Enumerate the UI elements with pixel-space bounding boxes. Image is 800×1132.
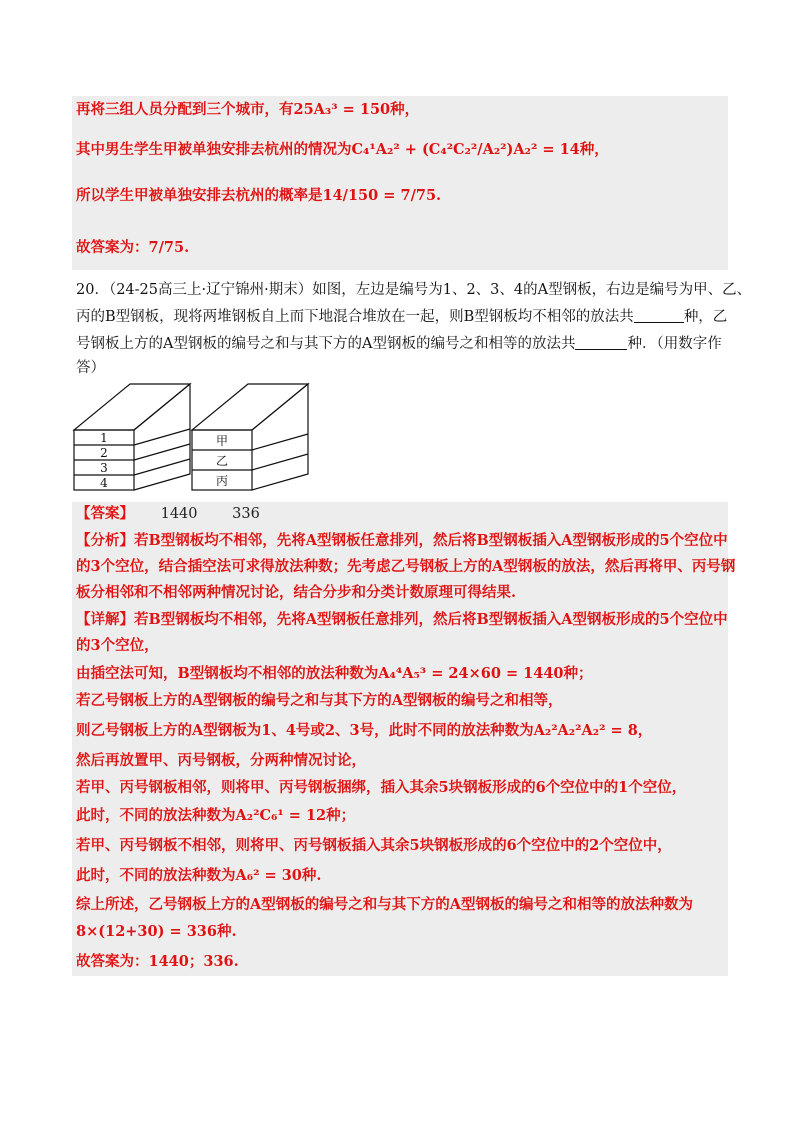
- solution-line: 故答案为：7/75.: [76, 239, 190, 256]
- answer-blank: [575, 335, 627, 350]
- detail-line: 8×(12+30) = 336种.: [76, 923, 237, 940]
- steel-plate-figure: [72, 378, 312, 496]
- analysis-line: 板分相邻和不相邻两种情况讨论，结合分步和分类计数原理可得结果.: [76, 584, 517, 601]
- answer-blank: [634, 308, 684, 323]
- detail-line: 则乙号钢板上方的A型钢板为1、4号或2、3号，此时不同的放法种数为A₂²A₂²A₂² = 8，: [76, 722, 653, 739]
- plate-label-1: 1: [100, 431, 108, 445]
- question-text: [76, 307, 728, 327]
- detail-line: 综上所述，乙号钢板上方的A型钢板的编号之和与其下方的A型钢板的编号之和相等的放法种数为: [76, 896, 693, 913]
- plate-label-jia: 甲: [215, 434, 229, 448]
- detail-line: 此时，不同的放法种数为A₂²C₆¹ = 12种；: [76, 807, 356, 824]
- detail-line: 由插空法可知，B型钢板均不相邻的放法种数为A₄⁴A₅³ = 24×60 = 1440种；: [76, 665, 593, 682]
- solution-line: 再将三组人员分配到三个城市，有25A₃³ = 150种，: [76, 101, 420, 118]
- question-text-part: 种．（用数字作: [627, 336, 722, 352]
- plate-label-bing: 丙: [215, 474, 229, 488]
- detail-line: 此时，不同的放法种数为A₆² = 30种.: [76, 867, 322, 884]
- plate-label-2: 2: [100, 446, 108, 460]
- question-text: 答）: [76, 360, 105, 376]
- plate-label-yi: 乙: [215, 454, 229, 468]
- question-text: 20．（24-25高三上·辽宁锦州·期末）如图，左边是编号为1、2、3、4的A型钢板，右边是编号为甲、乙、: [76, 282, 752, 298]
- question-text-part: 丙的B型钢板，现将两堆钢板自上而下地混合堆放在一起，则B型钢板均不相邻的放法共: [76, 309, 634, 325]
- question-text-part: 种，乙: [683, 309, 728, 325]
- right-stack-top-face: [192, 384, 308, 430]
- final-answer-line: 故答案为：1440；336.: [76, 953, 239, 970]
- answer-label: 【答案】: [76, 505, 134, 522]
- answer-line: [76, 504, 724, 524]
- analysis-line: 的3个空位，结合插空法可求得放法种数；先考虑乙号钢板上方的A型钢板的放法，然后再将甲、丙号钢: [76, 558, 736, 575]
- analysis-line: 【分析】若B型钢板均不相邻，先将A型钢板任意排列，然后将B型钢板插入A型钢板形成的5个空位中: [76, 532, 728, 549]
- plate-label-3: 3: [100, 461, 108, 475]
- question-text: [76, 334, 724, 354]
- answer-value-2: 336: [232, 506, 260, 522]
- question-text-part: 号钢板上方的A型钢板的编号之和与其下方的A型钢板的编号之和相等的放法共: [76, 336, 576, 352]
- detail-line: 若甲、丙号钢板相邻，则将甲、丙号钢板捆绑，插入其余5块钢板形成的6个空位中的1个空位，: [76, 779, 687, 796]
- detail-line: 的3个空位，: [76, 637, 159, 654]
- detail-line: 【详解】若B型钢板均不相邻，先将A型钢板任意排列，然后将B型钢板插入A型钢板形成的5个空位中: [76, 611, 728, 628]
- solution-line: 所以学生甲被单独安排去杭州的概率是14/150 = 7/75.: [76, 187, 442, 204]
- plate-label-4: 4: [100, 476, 108, 490]
- detail-line: 若乙号钢板上方的A型钢板的编号之和与其下方的A型钢板的编号之和相等，: [76, 692, 563, 709]
- detail-line: 若甲、丙号钢板不相邻，则将甲、丙号钢板插入其余5块钢板形成的6个空位中的2个空位中，: [76, 837, 672, 854]
- solution-line: 其中男生学生甲被单独安排去杭州的情况为C₄¹A₂² + (C₄²C₂²/A₂²)A₂² = 14种，: [76, 141, 609, 158]
- answer-value-1: 1440: [160, 506, 198, 522]
- detail-line: 然后再放置甲、丙号钢板，分两种情况讨论，: [76, 752, 366, 769]
- left-stack-top-face: [74, 384, 190, 430]
